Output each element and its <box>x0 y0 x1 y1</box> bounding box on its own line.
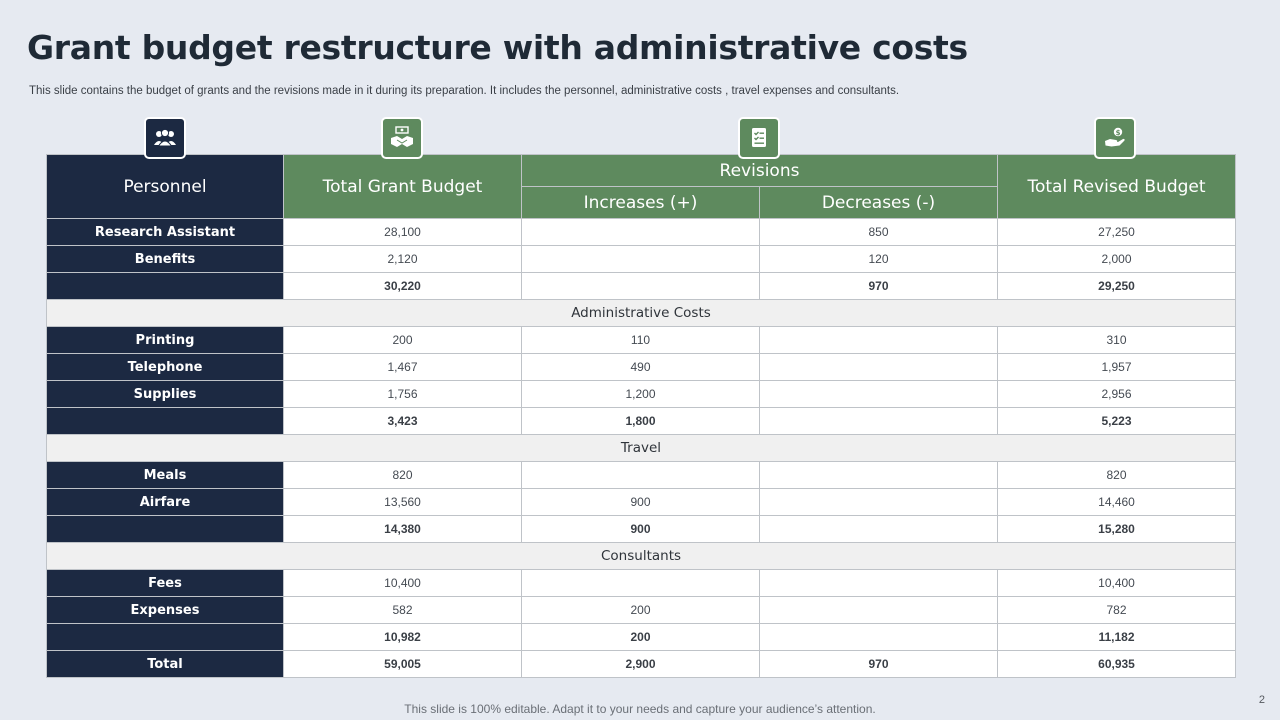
row-label: Benefits <box>47 246 284 273</box>
revised-subtotal: 29,250 <box>998 273 1236 300</box>
header-personnel: Personnel <box>47 155 284 219</box>
table-row <box>47 570 1236 597</box>
decrease-cell <box>760 354 998 381</box>
revised-cell: 27,250 <box>998 219 1236 246</box>
hand-money-icon <box>1094 117 1136 159</box>
table-row <box>47 489 1236 516</box>
row-label-empty <box>47 624 284 651</box>
table-row <box>47 327 1236 354</box>
revised-subtotal: 15,280 <box>998 516 1236 543</box>
decrease-cell <box>760 570 998 597</box>
increase-cell: 1,200 <box>522 381 760 408</box>
increase-subtotal <box>522 273 760 300</box>
row-label: Meals <box>47 462 284 489</box>
decrease-cell: 850 <box>760 219 998 246</box>
header-increases: Increases (+) <box>522 187 760 219</box>
page-number: 2 <box>1258 694 1265 706</box>
subtotal-row <box>47 273 1236 300</box>
grant-cell: 2,120 <box>284 246 522 273</box>
decrease-total: 970 <box>760 651 998 678</box>
row-label: Expenses <box>47 597 284 624</box>
grant-cell: 1,756 <box>284 381 522 408</box>
revised-cell: 2,956 <box>998 381 1236 408</box>
decrease-subtotal <box>760 408 998 435</box>
decrease-subtotal <box>760 624 998 651</box>
grant-total: 59,005 <box>284 651 522 678</box>
decrease-cell <box>760 327 998 354</box>
total-row <box>47 651 1236 678</box>
revised-cell: 10,400 <box>998 570 1236 597</box>
revised-cell: 1,957 <box>998 354 1236 381</box>
grant-cell: 200 <box>284 327 522 354</box>
increase-cell: 110 <box>522 327 760 354</box>
increase-cell <box>522 246 760 273</box>
grant-subtotal: 14,380 <box>284 516 522 543</box>
people-icon <box>144 117 186 159</box>
increase-total: 2,900 <box>522 651 760 678</box>
decrease-cell <box>760 381 998 408</box>
header-total-grant-budget: Total Grant Budget <box>284 155 522 219</box>
table-row <box>47 246 1236 273</box>
total-label: Total <box>47 651 284 678</box>
grant-subtotal: 30,220 <box>284 273 522 300</box>
revised-subtotal: 11,182 <box>998 624 1236 651</box>
decrease-cell <box>760 597 998 624</box>
revised-cell: 782 <box>998 597 1236 624</box>
increase-cell <box>522 462 760 489</box>
row-label: Airfare <box>47 489 284 516</box>
revised-cell: 310 <box>998 327 1236 354</box>
decrease-subtotal <box>760 516 998 543</box>
page-title: Grant budget restructure with administrative costs <box>27 28 968 67</box>
increase-subtotal: 200 <box>522 624 760 651</box>
section-row <box>47 300 1236 327</box>
row-label: Supplies <box>47 381 284 408</box>
decrease-cell <box>760 462 998 489</box>
row-label: Research Assistant <box>47 219 284 246</box>
row-label-empty <box>47 408 284 435</box>
subtotal-row <box>47 624 1236 651</box>
subtotal-row <box>47 516 1236 543</box>
grant-subtotal: 3,423 <box>284 408 522 435</box>
subtotal-row <box>47 408 1236 435</box>
table-row <box>47 381 1236 408</box>
grant-cell: 28,100 <box>284 219 522 246</box>
revised-cell: 14,460 <box>998 489 1236 516</box>
grant-cell: 13,560 <box>284 489 522 516</box>
grant-subtotal: 10,982 <box>284 624 522 651</box>
grant-cell: 582 <box>284 597 522 624</box>
table-row <box>47 597 1236 624</box>
increase-subtotal: 1,800 <box>522 408 760 435</box>
footer-note: This slide is 100% editable. Adapt it to your needs and capture your audience’s attention. <box>404 702 876 716</box>
section-heading: Administrative Costs <box>47 300 1236 327</box>
row-label: Printing <box>47 327 284 354</box>
checklist-icon <box>738 117 780 159</box>
section-heading: Consultants <box>47 543 1236 570</box>
increase-cell: 900 <box>522 489 760 516</box>
row-label-empty <box>47 516 284 543</box>
table-row <box>47 462 1236 489</box>
section-heading: Travel <box>47 435 1236 462</box>
header-revisions: Revisions <box>522 155 998 187</box>
increase-cell <box>522 570 760 597</box>
section-row <box>47 435 1236 462</box>
header-decreases: Decreases (-) <box>760 187 998 219</box>
svg-text:$: $ <box>1115 128 1121 137</box>
increase-cell <box>522 219 760 246</box>
table-row <box>47 219 1236 246</box>
revised-cell: 820 <box>998 462 1236 489</box>
revised-subtotal: 5,223 <box>998 408 1236 435</box>
grant-cell: 820 <box>284 462 522 489</box>
decrease-subtotal: 970 <box>760 273 998 300</box>
section-row <box>47 543 1236 570</box>
table-row <box>47 354 1236 381</box>
row-label: Telephone <box>47 354 284 381</box>
increase-cell: 490 <box>522 354 760 381</box>
revised-total: 60,935 <box>998 651 1236 678</box>
increase-subtotal: 900 <box>522 516 760 543</box>
header-total-revised-budget: Total Revised Budget <box>998 155 1236 219</box>
revised-cell: 2,000 <box>998 246 1236 273</box>
handshake-money-icon <box>381 117 423 159</box>
decrease-cell: 120 <box>760 246 998 273</box>
row-label: Fees <box>47 570 284 597</box>
page-subtitle: This slide contains the budget of grants and the revisions made in it during its preparation. It includes the personnel, administrative costs , travel expenses and consultants. <box>29 85 900 97</box>
decrease-cell <box>760 489 998 516</box>
grant-cell: 1,467 <box>284 354 522 381</box>
budget-table <box>46 154 1236 678</box>
grant-cell: 10,400 <box>284 570 522 597</box>
row-label-empty <box>47 273 284 300</box>
increase-cell: 200 <box>522 597 760 624</box>
